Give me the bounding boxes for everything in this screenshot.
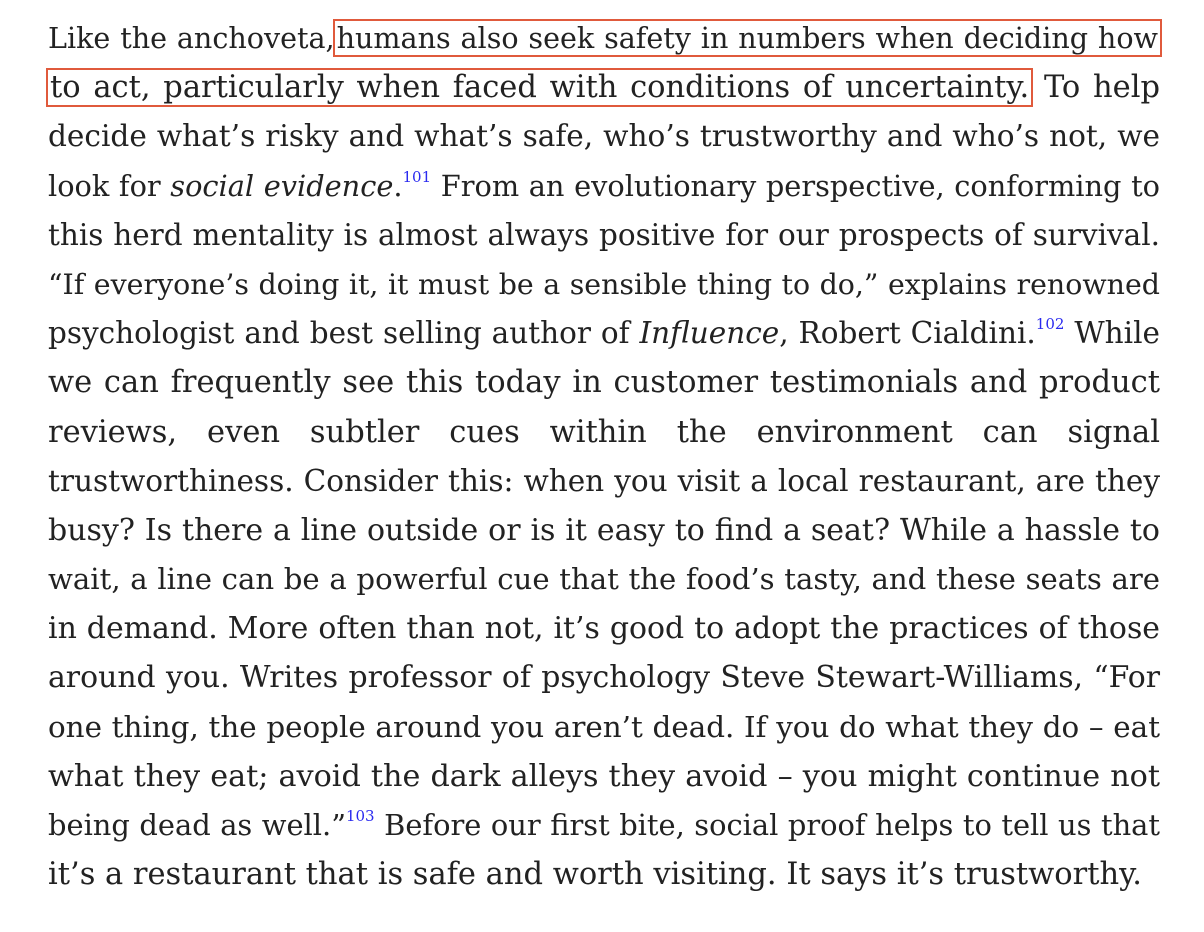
text-line-2 [48,63,1160,112]
text-line-12: wait, a line can be a powerful cue that the food’s tasty, and these seats are [48,562,1160,597]
text-line-8: we can frequently see this today in customer testimonials and product [48,365,1160,401]
text-segment: Like the anchoveta, [48,21,335,55]
text-line-1 [48,14,1160,63]
text-line-16: what they eat; avoid the dark alleys they avoid – you might continue not [48,758,1160,794]
footnote-ref[interactable]: 103 [345,807,375,825]
text-line-18: it’s a restaurant that is safe and worth visiting. It says it’s trustworthy. [48,857,1142,893]
text-segment: , Robert Cialdini. [779,316,1036,351]
text-line-5: this herd mentality is almost always positive for our prospects of survival. [48,217,1160,252]
text-line-10: trustworthiness. Consider this: when you visit a local restaurant, are they [48,463,1160,498]
text-segment: To help [1043,70,1160,106]
highlight-box: humans also seek safety in numbers when deciding how [333,19,1162,57]
highlight-box: to act, particularly when faced with conditions of uncertainty. [46,68,1033,107]
text-segment: look for [48,168,171,203]
text-line-17 [48,801,1160,850]
document-paragraph [48,14,1160,899]
text-segment: While [1064,316,1160,351]
text-segment: Before our first bite, social proof helps to tell us that [374,808,1160,842]
text-line-3: decide what’s risky and what’s safe, who’s trustworthy and who’s not, we [48,119,1160,154]
text-segment: . [393,168,403,203]
text-line-11: busy? Is there a line outside or is it easy to find a seat? While a hassle to [48,512,1160,548]
italic-term: social evidence [170,168,394,203]
text-line-9: reviews, even subtler cues within the environment can signal [48,414,1160,450]
text-line-13: in demand. More often than not, it’s good to adopt the practices of those [48,611,1160,647]
footnote-ref[interactable]: 101 [402,167,432,186]
footnote-ref[interactable]: 102 [1035,315,1065,334]
text-segment: being dead as well.” [48,808,346,842]
text-line-4 [48,162,1160,211]
text-line-15: one thing, the people around you aren’t dead. If you do what they do – eat [48,709,1160,744]
text-segment: psychologist and best selling author of [48,316,640,351]
text-line-14: around you. Writes professor of psychology Steve Stewart-Williams, “For [48,660,1160,696]
text-line-7 [48,309,1160,358]
text-segment: From an evolutionary perspective, conforming to [431,168,1160,203]
text-line-6: “If everyone’s doing it, it must be a sensible thing to do,” explains renowned [48,267,1160,301]
italic-title: Influence [639,316,780,351]
